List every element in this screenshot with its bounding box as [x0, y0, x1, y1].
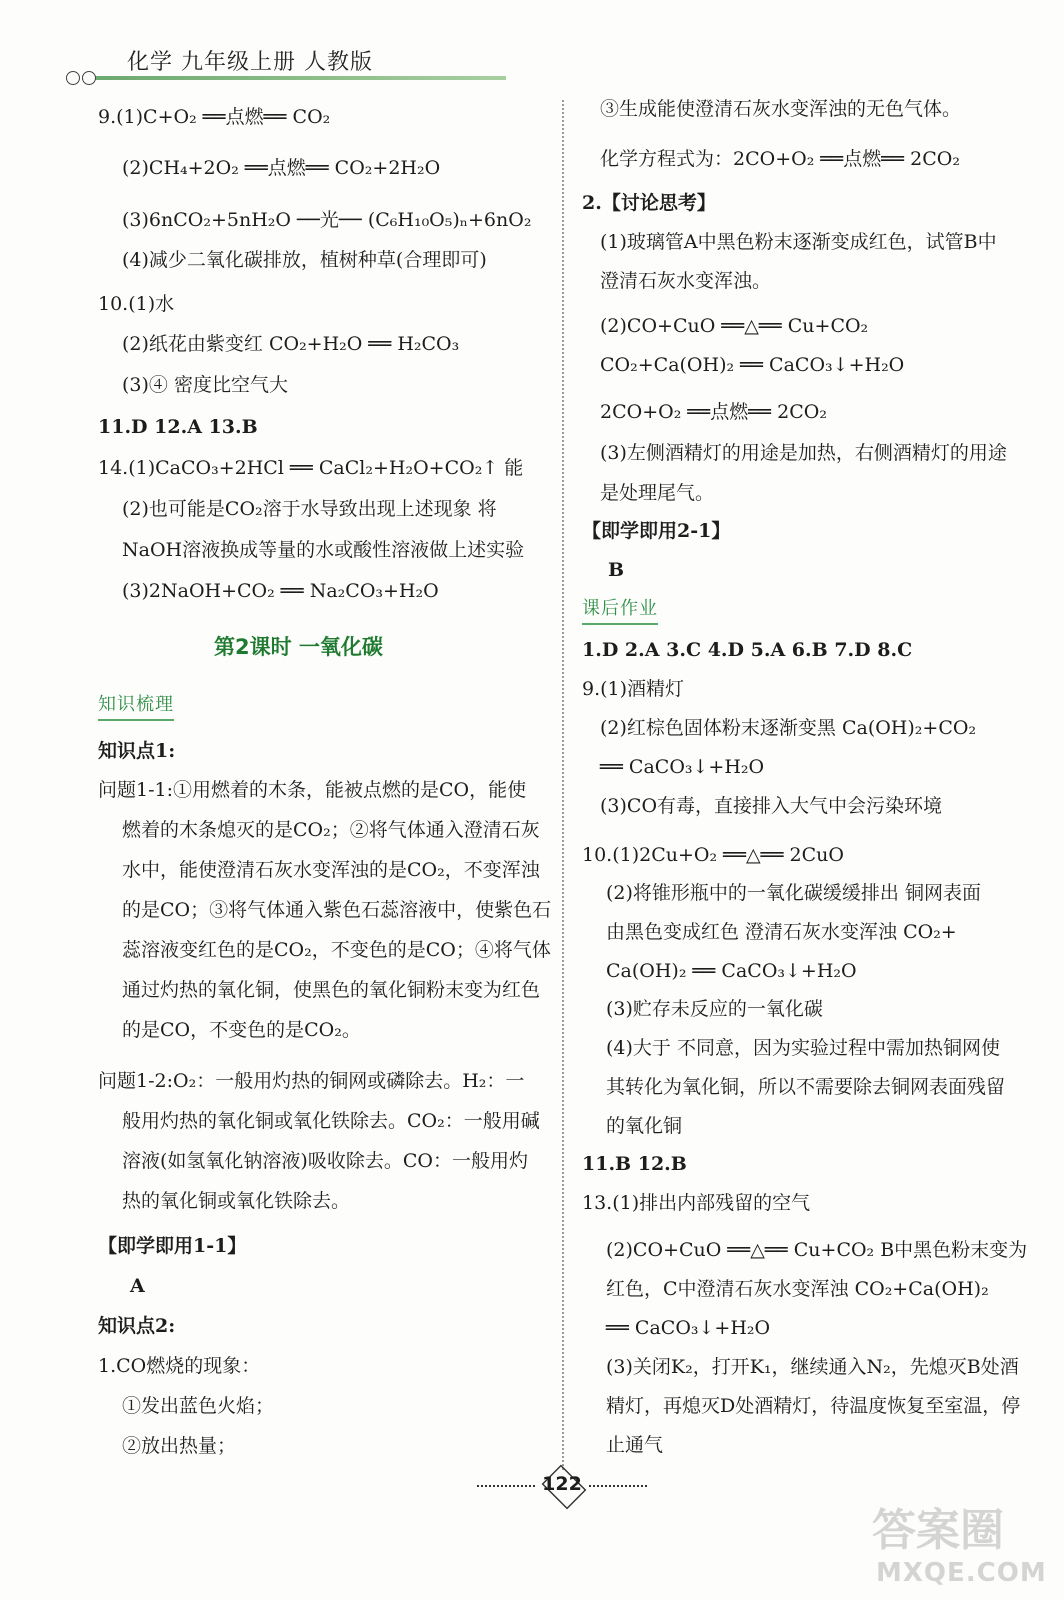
header-title: 化学 九年级上册 人教版	[127, 50, 373, 75]
watermark	[868, 1492, 1048, 1592]
watermark-logo: 答案圈	[872, 1505, 1004, 1556]
lesson-title: 第2课时 一氧化碳	[214, 635, 383, 659]
column-divider	[562, 100, 564, 1470]
answer-line: 1.CO燃烧的现象：	[98, 1355, 261, 1377]
header-circle-icon	[82, 71, 96, 85]
answer-line: (3)关闭K₂，打开K₁，继续通入N₂，先熄灭B处酒	[606, 1356, 1019, 1378]
answer-line: ①发出蓝色火焰；	[122, 1395, 275, 1417]
answer-line: 11.D 12.A 13.B	[98, 416, 258, 438]
answer-line: 的是CO；③将气体通入紫色石蕊溶液中，使紫色石	[122, 899, 552, 921]
answer-line: 通过灼热的氧化铜，使黑色的氧化铜粉末变为红色	[122, 979, 541, 1001]
practice-heading: 【即学即用1-1】	[98, 1235, 247, 1257]
page-number-badge	[477, 1468, 647, 1508]
answer-line: (2)红棕色固体粉末逐渐变黑 Ca(OH)₂+CO₂	[600, 717, 977, 739]
section-label: 知识梳理	[98, 692, 174, 721]
answer-line: 蕊溶液变红色的是CO₂，不变色的是CO；④将气体	[122, 939, 551, 961]
answer-line: (3)左侧酒精灯的用途是加热，右侧酒精灯的用途	[600, 442, 1007, 464]
answer-line: (3)6nCO₂+5nH₂O ──光── (C₆H₁₀O₅)ₙ+6nO₂	[122, 209, 532, 231]
answer-line: 燃着的木条熄灭的是CO₂；②将气体通入澄清石灰	[122, 819, 540, 841]
answer-line: 是处理尾气。	[600, 482, 715, 504]
answer-line: A	[130, 1275, 145, 1297]
answer-line: (3)2NaOH+CO₂ ══ Na₂CO₃+H₂O	[122, 580, 439, 602]
answer-line: 2CO+O₂ ══点燃══ 2CO₂	[600, 401, 827, 423]
answer-line: (3)CO有毒，直接排入大气中会污染环境	[600, 795, 943, 817]
answer-line: 般用灼热的氧化铜或氧化铁除去。CO₂：一般用碱	[122, 1110, 540, 1132]
knowledge-point-heading: 知识点2:	[98, 1315, 176, 1337]
answer-line: ②放出热量；	[122, 1435, 237, 1457]
dotted-rule	[477, 1485, 535, 1487]
answer-line: 止通气	[606, 1434, 664, 1456]
answer-line: 问题1-2:O₂：一般用灼热的铜网或磷除去。H₂：一	[98, 1070, 525, 1092]
answer-line: ③生成能使澄清石灰水变浑浊的无色气体。	[600, 98, 962, 120]
answer-line: 溶液(如氢氧化钠溶液)吸收除去。CO：一般用灼	[122, 1150, 528, 1172]
answer-line: 红色，C中澄清石灰水变浑浊 CO₂+Ca(OH)₂	[606, 1278, 989, 1300]
answer-line: (2)也可能是CO₂溶于水导致出现上述现象 将	[122, 498, 497, 520]
answer-line: 水中，能使澄清石灰水变浑浊的是CO₂，不变浑浊	[122, 859, 540, 881]
answer-line: 热的氧化铜或氧化铁除去。	[122, 1190, 351, 1212]
discussion-heading: 2.【讨论思考】	[582, 192, 716, 214]
header-circle-icon	[66, 71, 80, 85]
answer-line: 的氧化铜	[606, 1115, 683, 1137]
watermark-url: MXQE.COM	[876, 1558, 1047, 1588]
answer-line: 化学方程式为：2CO+O₂ ══点燃══ 2CO₂	[600, 148, 960, 170]
page-number: 122	[542, 1473, 582, 1495]
answer-line: 1.D 2.A 3.C 4.D 5.A 6.B 7.D 8.C	[582, 639, 913, 661]
answer-line: (2)CO+CuO ══△══ Cu+CO₂	[600, 315, 869, 337]
answer-line: 10.(1)2Cu+O₂ ══△══ 2CuO	[582, 844, 844, 866]
answer-line: (2)将锥形瓶中的一氧化碳缓缓排出 铜网表面	[606, 882, 981, 904]
answer-line: 13.(1)排出内部残留的空气	[582, 1192, 811, 1214]
answer-line: ══ CaCO₃↓+H₂O	[600, 756, 765, 778]
answer-line: (2)CH₄+2O₂ ══点燃══ CO₂+2H₂O	[122, 157, 441, 179]
answer-line: (2)纸花由紫变红 CO₂+H₂O ══ H₂CO₃	[122, 333, 460, 355]
answer-line: CO₂+Ca(OH)₂ ══ CaCO₃↓+H₂O	[600, 354, 905, 376]
answer-line: 9.(1)酒精灯	[582, 678, 685, 700]
dotted-rule	[589, 1485, 647, 1487]
answer-line: (3)贮存未反应的一氧化碳	[606, 998, 823, 1020]
answer-line: (1)玻璃管A中黑色粉末逐渐变成红色，试管B中	[600, 231, 997, 253]
knowledge-point-heading: 知识点1:	[98, 740, 176, 762]
answer-line: 10.(1)水	[98, 293, 175, 315]
header-rule	[82, 76, 506, 80]
answer-line: 由黑色变成红色 澄清石灰水变浑浊 CO₂+	[606, 921, 957, 943]
answer-line: (4)减少二氧化碳排放，植树种草(合理即可)	[122, 249, 487, 271]
answer-line: Ca(OH)₂ ══ CaCO₃↓+H₂O	[606, 960, 857, 982]
practice-heading: 【即学即用2-1】	[582, 520, 731, 542]
answer-line: 的是CO，不变色的是CO₂。	[122, 1019, 361, 1041]
answer-line: 14.(1)CaCO₃+2HCl ══ CaCl₂+H₂O+CO₂↑ 能	[98, 457, 524, 479]
answer-line: 问题1-1:①用燃着的木条，能被点燃的是CO，能使	[98, 779, 527, 801]
answer-line: 其转化为氧化铜，所以不需要除去铜网表面残留	[606, 1076, 1006, 1098]
answer-line: ══ CaCO₃↓+H₂O	[606, 1317, 771, 1339]
answer-line: (4)大于 不同意，因为实验过程中需加热铜网使	[606, 1037, 1000, 1059]
section-label: 课后作业	[582, 596, 658, 625]
answer-line: B	[608, 559, 625, 581]
answer-line: 11.B 12.B	[582, 1153, 687, 1175]
answer-line: 澄清石灰水变浑浊。	[600, 270, 772, 292]
answer-line: 9.(1)C+O₂ ══点燃══ CO₂	[98, 106, 331, 128]
answer-line: NaOH溶液换成等量的水或酸性溶液做上述实验	[122, 539, 525, 561]
answer-line: (3)④ 密度比空气大	[122, 374, 288, 396]
answer-line: 精灯，再熄灭D处酒精灯，待温度恢复至室温，停	[606, 1395, 1021, 1417]
answer-line: (2)CO+CuO ══△══ Cu+CO₂ B中黑色粉末变为	[606, 1239, 1028, 1261]
